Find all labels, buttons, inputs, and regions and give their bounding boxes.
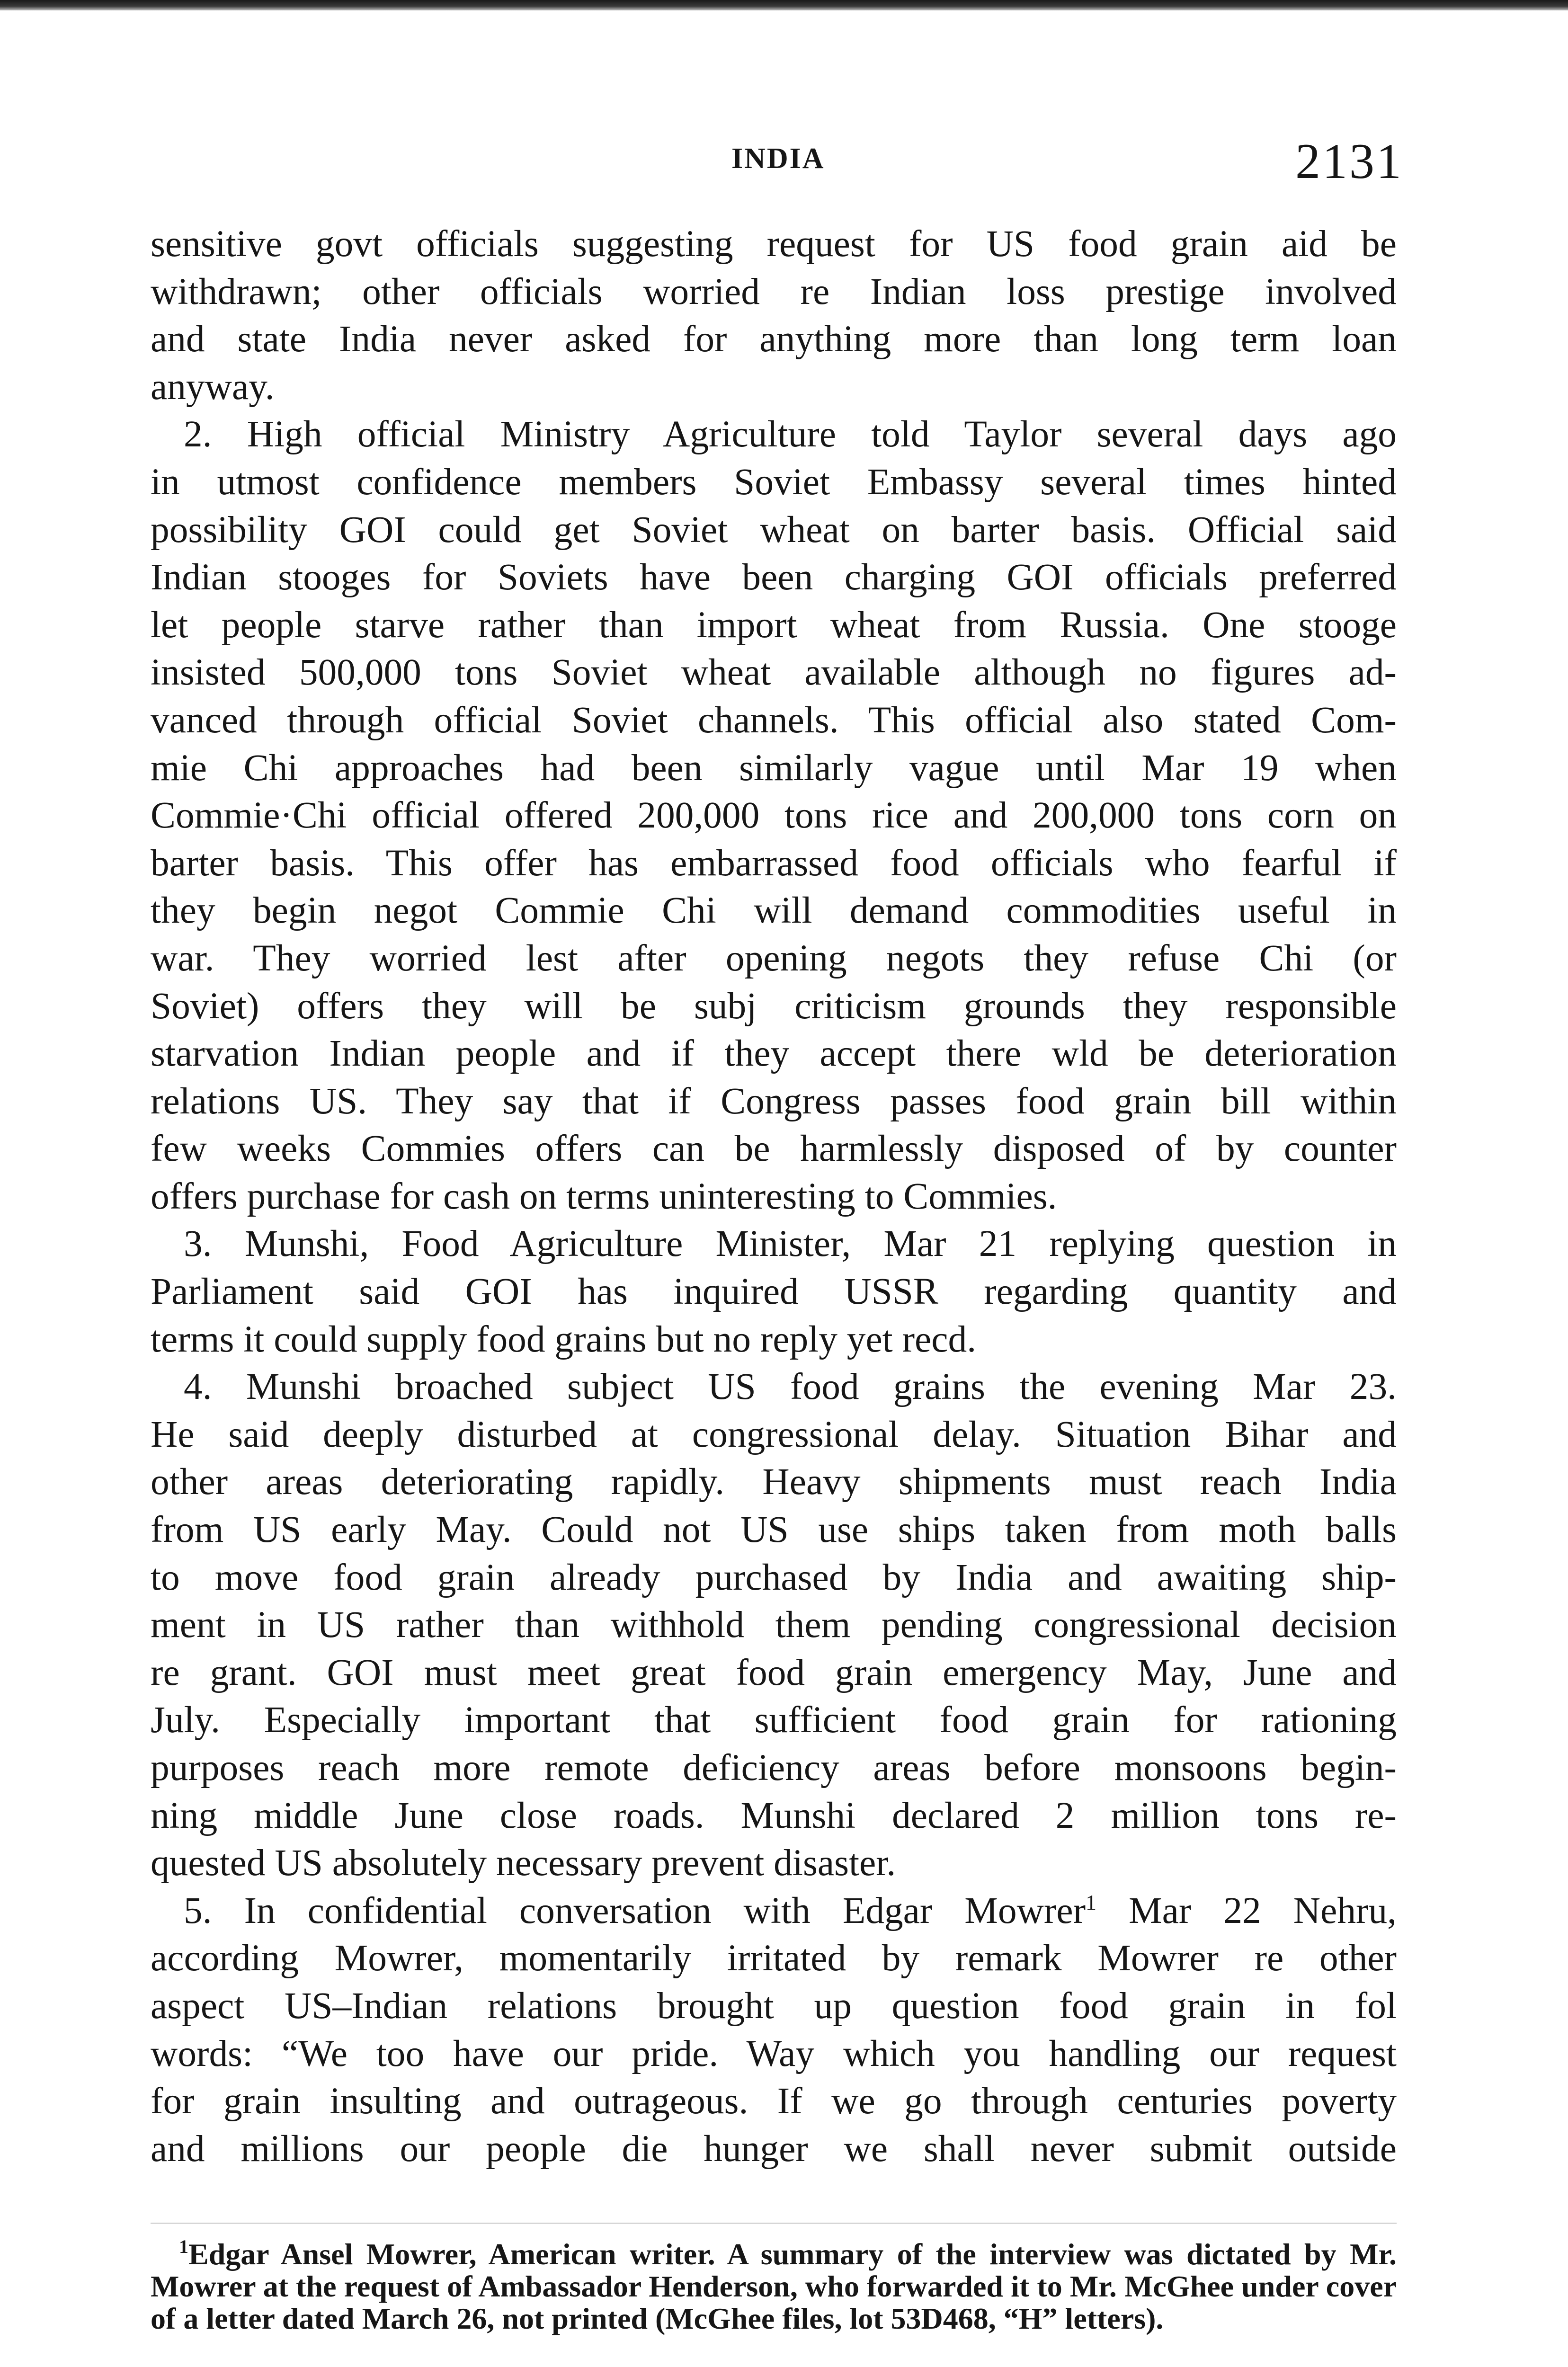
text-line: 3. Munshi, Food Agriculture Minister, Mar 21 replying question in: [184, 1223, 1397, 1265]
text-line: insisted 500,000 tons Soviet wheat available although no figures ad-: [151, 651, 1397, 694]
body-text: [151, 220, 1397, 2172]
text-line: from US early May. Could not US use ships taken from moth balls: [151, 1509, 1397, 1551]
text-line: few weeks Commies offers can be harmlessly disposed of by counter: [151, 1128, 1397, 1170]
text-line: purposes reach more remote deficiency areas before monsoons begin-: [151, 1747, 1397, 1789]
text-segment: 5. In confidential conversation with Edgar Mowrer: [184, 1889, 1086, 1931]
footnote-text: Edgar Ansel Mowrer, American writer. A summary of the interview was dictated by Mr. Mowrer at the request of Ambassador Henderson, who forwarded it to Mr. McGhee under cover of a letter dated March 26, not printed (McGhee files, lot 53D468, “H” letters).: [151, 2237, 1397, 2335]
text-line: barter basis. This offer has embarrassed food officials who fearful if: [151, 842, 1397, 884]
text-line: for grain insulting and outrageous. If we go through centuries poverty: [151, 2080, 1397, 2122]
text-line: relations US. They say that if Congress passes food grain bill within: [151, 1080, 1397, 1122]
text-line: mie Chi approaches had been similarly vague until Mar 19 when: [151, 747, 1397, 789]
text-line: anyway.: [151, 365, 275, 408]
text-line: July. Especially important that sufficient food grain for rationing: [151, 1699, 1397, 1741]
text-line: other areas deteriorating rapidly. Heavy shipments must reach India: [151, 1461, 1397, 1503]
running-head: INDIA: [731, 142, 825, 175]
text-line: sensitive govt officials suggesting request for US food grain aid be: [151, 223, 1397, 265]
page-number: 2131: [1295, 133, 1403, 189]
text-line: Soviet) offers they will be subj criticism grounds they responsible: [151, 985, 1397, 1027]
footnote: [151, 2238, 1397, 2335]
text-line: 4. Munshi broached subject US food grains the evening Mar 23.: [184, 1366, 1397, 1408]
text-line: starvation Indian people and if they accept there wld be deterioration: [151, 1032, 1397, 1075]
text-line: they begin negot Commie Chi will demand commodities useful in: [151, 890, 1397, 932]
text-segment: Mar 22 Nehru,: [1096, 1889, 1397, 1931]
text-line: ning middle June close roads. Munshi declared 2 million tons re-: [151, 1794, 1397, 1836]
text-line: and millions our people die hunger we shall never submit outside: [151, 2127, 1397, 2170]
text-line: aspect US–Indian relations brought up question food grain in fol: [151, 1984, 1397, 2027]
text-line: quested US absolutely necessary prevent disaster.: [151, 1842, 896, 1884]
text-line: war. They worried lest after opening negots they refuse Chi (or: [151, 937, 1397, 979]
text-line: Parliament said GOI has inquired USSR regarding quantity and: [151, 1271, 1397, 1313]
text-line: re grant. GOI must meet great food grain emergency May, June and: [151, 1651, 1397, 1693]
text-line: He said deeply disturbed at congressional delay. Situation Bihar and: [151, 1413, 1397, 1455]
text-line: in utmost confidence members Soviet Embassy several times hinted: [151, 461, 1397, 503]
top-page-edge: [0, 0, 1568, 10]
text-line: according Mowrer, momentarily irritated by remark Mowrer re other: [151, 1937, 1397, 1979]
text-line: withdrawn; other officials worried re Indian loss prestige involved: [151, 270, 1397, 312]
text-line: terms it could supply food grains but no reply yet recd.: [151, 1318, 977, 1360]
text-line: possibility GOI could get Soviet wheat on barter basis. Official said: [151, 508, 1397, 551]
text-line: let people starve rather than import wheat from Russia. One stooge: [151, 604, 1397, 646]
footnote-reference[interactable]: 1: [1086, 1890, 1097, 1914]
text-line: [151, 1887, 1397, 1935]
text-line: Indian stooges for Soviets have been charging GOI officials preferred: [151, 556, 1397, 598]
footnote-divider: [151, 2223, 1397, 2224]
text-line: to move food grain already purchased by India and awaiting ship-: [151, 1556, 1397, 1598]
text-line: vanced through official Soviet channels. This official also stated Com-: [151, 699, 1397, 741]
text-line: ment in US rather than withhold them pending congressional decision: [151, 1604, 1397, 1646]
footnote-marker: 1: [179, 2236, 188, 2257]
footnotes: [151, 2238, 1397, 2335]
text-line: offers purchase for cash on terms uninteresting to Commies.: [151, 1175, 1057, 1217]
text-line: and state India never asked for anything more than long term loan: [151, 318, 1397, 360]
text-line: 2. High official Ministry Agriculture told Taylor several days ago: [184, 413, 1397, 455]
text-line: words: “We too have our pride. Way which you handling our request: [151, 2032, 1397, 2074]
text-line: Commie·Chi official offered 200,000 tons rice and 200,000 tons corn on: [151, 794, 1397, 836]
